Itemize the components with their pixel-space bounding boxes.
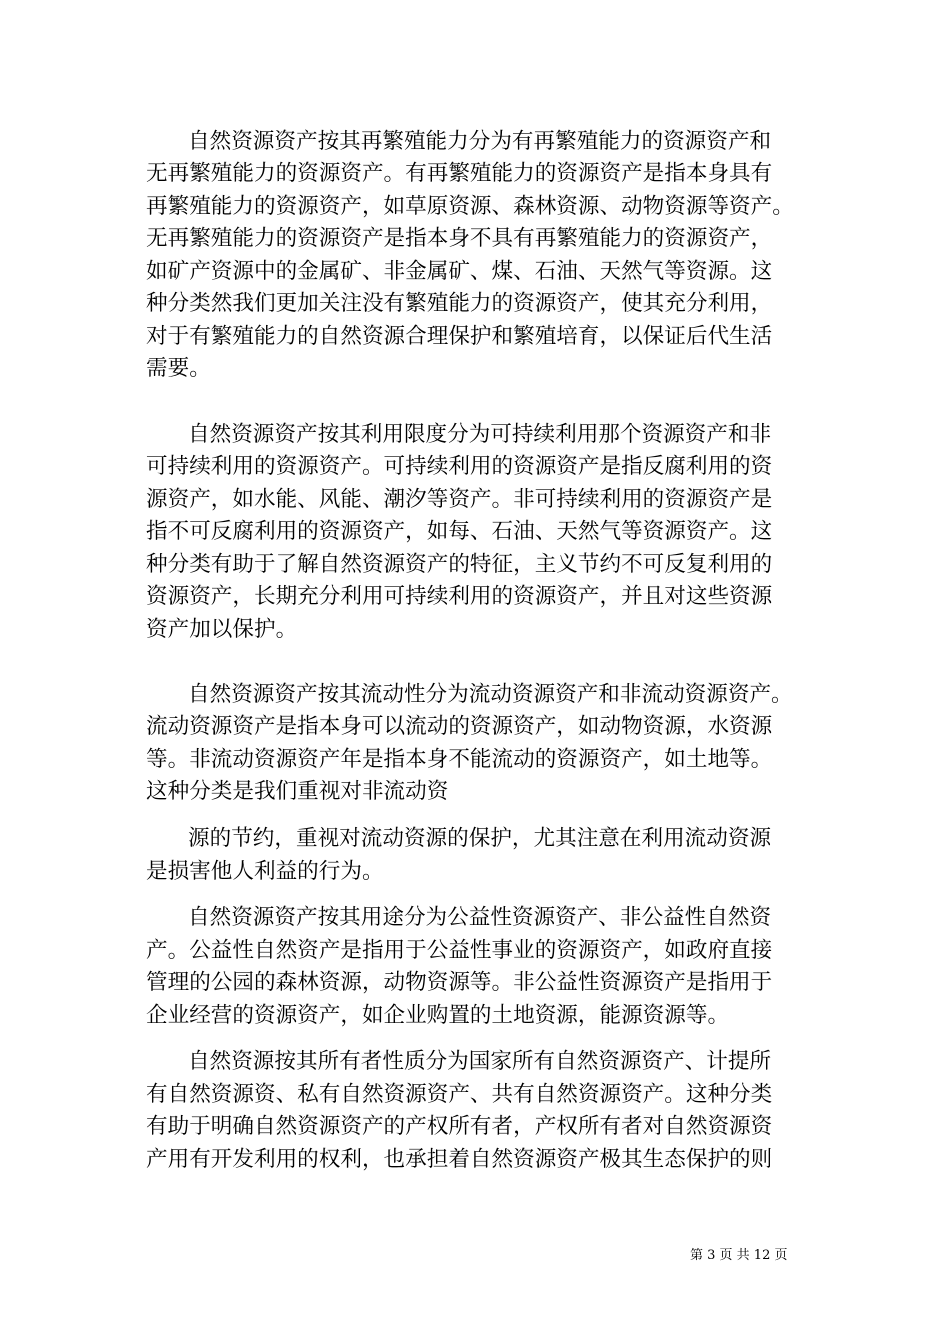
paragraph-1-line-4: 无再繁殖能力的资源资产是指本身不具有再繁殖能力的资源资产， [146, 226, 773, 251]
paragraph-6-line-2: 有自然资源资、私有自然资源资产、共有自然资源资产。这种分类 [146, 1082, 773, 1107]
paragraph-1-line-8: 需要。 [146, 356, 211, 381]
paragraph-5-line-2: 产。公益性自然资产是指用于公益性事业的资源资产，如政府直接 [146, 938, 773, 963]
paragraph-1-line-1: 自然资源资产按其再繁殖能力分为有再繁殖能力的资源资产和 [188, 129, 772, 154]
paragraph-2-line-2: 可持续利用的资源资产。可持续利用的资源资产是指反腐利用的资 [146, 454, 773, 479]
paragraph-2-line-1: 自然资源资产按其利用限度分为可持续利用那个资源资产和非 [188, 422, 772, 447]
paragraph-2-line-6: 资源资产，长期充分利用可持续利用的资源资产，并且对这些资源 [146, 584, 773, 609]
paragraph-5-line-3: 管理的公园的森林资源，动物资源等。非公益性资源资产是指用于 [146, 970, 773, 995]
paragraph-1-line-5: 如矿产资源中的金属矿、非金属矿、煤、石油、天然气等资源。这 [146, 259, 773, 284]
paragraph-2-line-7: 资产加以保护。 [146, 617, 298, 642]
paragraph-3-line-4: 这种分类是我们重视对非流动资 [146, 779, 449, 804]
paragraph-2-line-5: 种分类有助于了解自然资源资产的特征，主义节约不可反复利用的 [146, 552, 773, 577]
paragraph-4-line-1: 源的节约，重视对流动资源的保护，尤其注意在利用流动资源 [188, 826, 772, 851]
paragraph-6-line-4: 产用有开发利用的权利，也承担着自然资源资产极其生态保护的则 [146, 1147, 773, 1172]
paragraph-1-line-3: 再繁殖能力的资源资产，如草原资源、森林资源、动物资源等资产。 [146, 194, 794, 219]
page-number-footer: 第 3 页 共 12 页 [690, 1248, 788, 1263]
paragraph-1-line-6: 种分类然我们更加关注没有繁殖能力的资源资产，使其充分利用， [146, 291, 773, 316]
paragraph-1-line-2: 无再繁殖能力的资源资产。有再繁殖能力的资源资产是指本身具有 [146, 161, 773, 186]
paragraph-6-line-3: 有助于明确自然资源资产的产权所有者，产权所有者对自然资源资 [146, 1114, 773, 1139]
paragraph-3-line-1: 自然资源资产按其流动性分为流动资源资产和非流动资源资产。 [188, 682, 793, 707]
paragraph-3-line-2: 流动资源资产是指本身可以流动的资源资产，如动物资源，水资源 [146, 714, 773, 739]
paragraph-4-line-2: 是损害他人利益的行为。 [146, 859, 384, 884]
paragraph-6-line-1: 自然资源按其所有者性质分为国家所有自然资源资产、计提所 [188, 1049, 772, 1074]
paragraph-2-line-4: 指不可反腐利用的资源资产，如每、石油、天然气等资源资产。这 [146, 519, 773, 544]
paragraph-5-line-4: 企业经营的资源资产，如企业购置的土地资源，能源资源等。 [146, 1003, 730, 1028]
paragraph-3-line-3: 等。非流动资源资产年是指本身不能流动的资源资产，如土地等。 [146, 747, 773, 772]
paragraph-1-line-7: 对于有繁殖能力的自然资源合理保护和繁殖培育，以保证后代生活 [146, 324, 773, 349]
paragraph-5-line-1: 自然资源资产按其用途分为公益性资源资产、非公益性自然资 [188, 905, 772, 930]
paragraph-2-line-3: 源资产，如水能、风能、潮汐等资产。非可持续利用的资源资产是 [146, 487, 773, 512]
